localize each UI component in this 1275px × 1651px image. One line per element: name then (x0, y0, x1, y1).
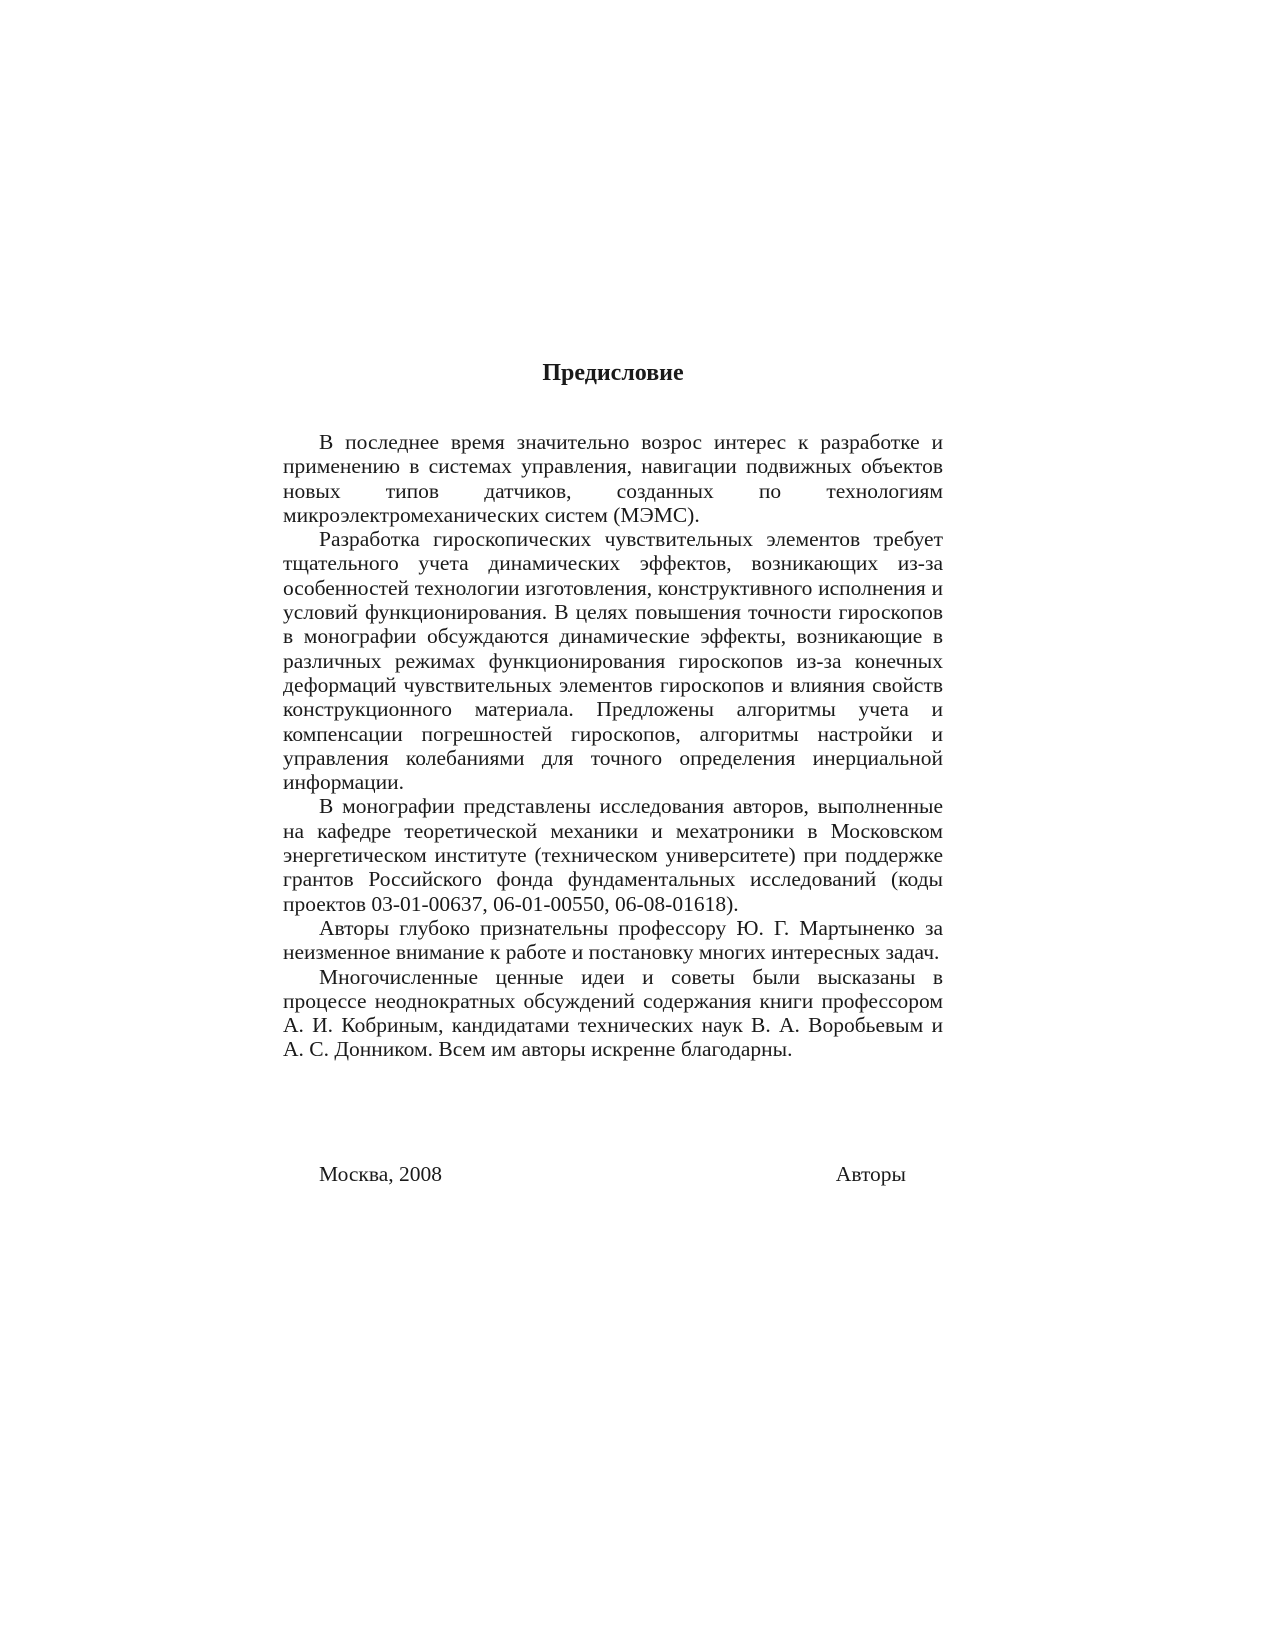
paragraph: Разработка гироскопических чувствительных элементов требует тщательного учета динамических эффектов, возникающих из-за особенностей технологии изготовления, конструктивного исполнения и условий функционирования. В целях повышения точности гироскопов в монографии обсуждаются динамические эффекты, возникающие в различных режимах функционирования гироскопов из-за конечных деформаций чувствительных элементов гироскопов и влияния свойств конструкционного материала. Предложены алгоритмы учета и компенсации погрешностей гироскопов, алгоритмы настройки и управления колебаниями для точного определения инерциальной информации. (283, 527, 943, 795)
paragraph: Многочисленные ценные идеи и советы были высказаны в процессе неоднократных обсуждений содержания книги профессором А. И. Кобриным, кандидатами технических наук В. А. Воробьевым и А. С. Донником. Всем им авторы искренне благодарны. (283, 964, 943, 1062)
paragraph: Авторы глубоко признательны профессору Ю. Г. Мартыненко за неизменное внимание к работе и постановку многих интересных задач. (283, 915, 943, 965)
paragraph: В последнее время значительно возрос интерес к разработке и применению в системах управления, навигации подвижных объектов новых типов датчиков, созданных по технологиям микроэлектромеханических систем (МЭМС). (283, 430, 943, 527)
preface-body (283, 430, 943, 1062)
page-title: Предисловие (542, 360, 684, 386)
authors-signature: Авторы (835, 1162, 906, 1186)
paragraph: В монографии представлены исследования авторов, выполненные на кафедре теоретической механики и мехатроники в Московском энергетическом институте (техническом университете) при поддержке грантов Российского фонда фундаментальных исследований (коды проектов 03-01-00637, 06-01-00550, 06-08-01618). (283, 794, 943, 916)
place-date: Москва, 2008 (319, 1162, 443, 1186)
